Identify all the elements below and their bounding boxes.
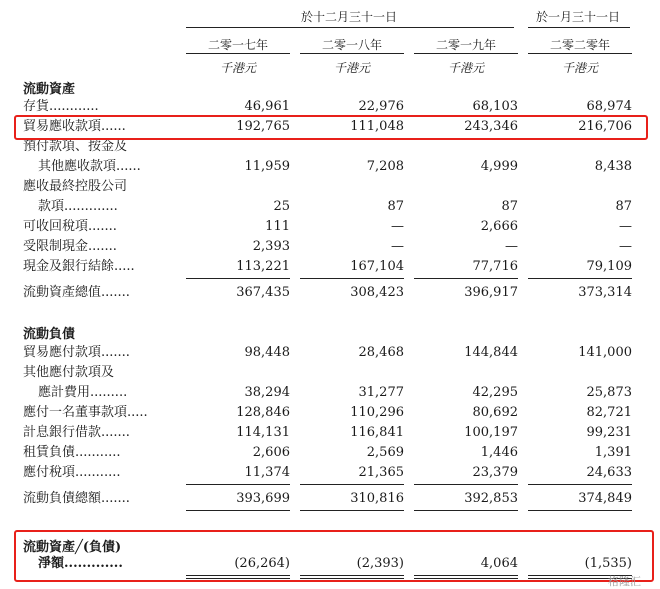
cell-value: 4,999 bbox=[480, 159, 518, 174]
leader-dots: ............. bbox=[64, 199, 118, 214]
cell-value: 24,633 bbox=[586, 465, 632, 480]
leader-dots: ...... bbox=[116, 159, 141, 174]
column-rule bbox=[300, 484, 404, 485]
leader-dots: ....... bbox=[101, 285, 130, 300]
cell-value: 28,468 bbox=[358, 345, 404, 360]
cell-value: 80,692 bbox=[472, 405, 518, 420]
row-label bbox=[38, 198, 118, 216]
table-row bbox=[0, 444, 660, 462]
table-row bbox=[0, 218, 660, 236]
cell-value: 87 bbox=[615, 199, 632, 214]
row-label-text: 存貨 bbox=[23, 99, 50, 114]
cell-value: 2,393 bbox=[252, 239, 290, 254]
row-label bbox=[23, 404, 148, 422]
cell-value: 21,365 bbox=[358, 465, 404, 480]
column-rule bbox=[414, 484, 518, 485]
row-label bbox=[23, 344, 130, 362]
table-row bbox=[0, 404, 660, 422]
table-row bbox=[0, 138, 660, 156]
highlight-trade-receivables bbox=[14, 115, 648, 140]
row-label bbox=[38, 384, 127, 402]
row-label-text: 應收最終控股公司 bbox=[23, 179, 128, 194]
header-group-label: 於十二月三十一日 bbox=[300, 10, 397, 24]
table-row bbox=[0, 424, 660, 442]
row-label bbox=[23, 138, 127, 156]
cell-value: 7,208 bbox=[366, 159, 404, 174]
cell-value: 87 bbox=[387, 199, 404, 214]
cell-value: 374,849 bbox=[578, 491, 632, 506]
highlight-net-current bbox=[14, 530, 654, 582]
leader-dots: ....... bbox=[101, 491, 130, 506]
table-row bbox=[0, 178, 660, 196]
row-label-text: 貿易應收款項 bbox=[23, 119, 102, 134]
year-rule-3 bbox=[414, 53, 518, 54]
row-label-text: 款項 bbox=[38, 199, 65, 214]
table-row bbox=[0, 198, 660, 216]
cell-value: (26,264) bbox=[234, 556, 290, 571]
cell-value: 392,853 bbox=[464, 491, 518, 506]
header-last-group-label: 於一月三十一日 bbox=[535, 10, 620, 24]
cell-value: — bbox=[505, 239, 518, 254]
cell-value: 396,917 bbox=[464, 285, 518, 300]
row-label-text: 淨額 bbox=[38, 556, 65, 571]
row-label bbox=[23, 178, 127, 196]
row-label bbox=[23, 284, 130, 302]
row-label bbox=[23, 464, 120, 482]
cell-value: — bbox=[619, 219, 632, 234]
cell-value: 310,816 bbox=[350, 491, 404, 506]
unit-2018: 千港元 bbox=[333, 61, 370, 75]
year-2019: 二零一九年 bbox=[435, 38, 496, 52]
cell-value: 68,103 bbox=[472, 99, 518, 114]
cell-value: 98,448 bbox=[244, 345, 290, 360]
table-row bbox=[0, 158, 660, 176]
cell-value: 2,569 bbox=[366, 445, 404, 460]
row-label-text: 流動資產總值 bbox=[23, 285, 102, 300]
cell-value: 11,374 bbox=[244, 465, 290, 480]
leader-dots: ......... bbox=[90, 385, 128, 400]
cell-value: 23,379 bbox=[472, 465, 518, 480]
table-row bbox=[0, 384, 660, 402]
column-rule bbox=[186, 278, 290, 279]
cell-value: 1,391 bbox=[594, 445, 632, 460]
row-label bbox=[23, 218, 117, 236]
cell-value: 308,423 bbox=[350, 285, 404, 300]
leader-dots: ....... bbox=[88, 239, 117, 254]
cell-value: 144,844 bbox=[464, 345, 518, 360]
row-label-text: 應付一名董事款項 bbox=[23, 405, 128, 420]
cell-value: — bbox=[619, 239, 632, 254]
cell-value: (2,393) bbox=[356, 556, 404, 571]
year-rule-1 bbox=[186, 53, 290, 54]
row-label bbox=[23, 364, 114, 382]
cell-value: 38,294 bbox=[244, 385, 290, 400]
cell-value: 1,446 bbox=[480, 445, 518, 460]
row-label-text: 預付款項、按金及 bbox=[23, 139, 128, 154]
table-row bbox=[0, 364, 660, 382]
leader-dots: ..... bbox=[127, 405, 148, 420]
cell-value: 111,048 bbox=[350, 119, 404, 134]
cell-value: 116,841 bbox=[350, 425, 404, 440]
year-2017: 二零一七年 bbox=[207, 38, 268, 52]
row-label-text: 計息銀行借款 bbox=[23, 425, 102, 440]
row-label-text: 貿易應付款項 bbox=[23, 345, 102, 360]
cell-value: — bbox=[391, 219, 404, 234]
leader-dots: ...... bbox=[101, 119, 126, 134]
year-rule-4 bbox=[528, 53, 632, 54]
row-label bbox=[38, 158, 141, 176]
cell-value: — bbox=[391, 239, 404, 254]
row-label-text: 現金及銀行結餘 bbox=[23, 259, 115, 274]
cell-value: 4,064 bbox=[480, 556, 518, 571]
row-label-text: 應計費用 bbox=[38, 385, 91, 400]
cell-value: 110,296 bbox=[350, 405, 404, 420]
row-label bbox=[23, 98, 99, 116]
leader-dots: ....... bbox=[101, 425, 130, 440]
leader-dots: ........... bbox=[75, 445, 121, 460]
cell-value: 25,873 bbox=[586, 385, 632, 400]
total-row-current-liabilities bbox=[0, 490, 660, 508]
cell-value: 87 bbox=[501, 199, 518, 214]
cell-value: 99,231 bbox=[586, 425, 632, 440]
cell-value: 216,706 bbox=[578, 119, 632, 134]
cell-value: 393,699 bbox=[236, 491, 290, 506]
year-rule-2 bbox=[300, 53, 404, 54]
row-label-text: 應付稅項 bbox=[23, 465, 76, 480]
leader-dots: ........... bbox=[75, 465, 121, 480]
cell-value: 113,221 bbox=[236, 259, 290, 274]
unit-2017: 千港元 bbox=[219, 61, 256, 75]
table-row bbox=[0, 98, 660, 116]
section-title-net-current: 流動資產╱(負債) bbox=[23, 540, 122, 555]
cell-value: 68,974 bbox=[586, 99, 632, 114]
unit-2020: 千港元 bbox=[561, 61, 598, 75]
column-rule bbox=[414, 278, 518, 279]
total-row-current-assets bbox=[0, 284, 660, 302]
column-rule bbox=[186, 484, 290, 485]
column-rule bbox=[300, 278, 404, 279]
leader-dots: ....... bbox=[88, 219, 117, 234]
row-label-text: 其他應付款項及 bbox=[23, 365, 115, 380]
row-label bbox=[23, 238, 117, 256]
row-label bbox=[23, 444, 120, 462]
column-rule bbox=[528, 484, 632, 485]
table-row bbox=[0, 344, 660, 362]
cell-value: 243,346 bbox=[464, 119, 518, 134]
row-label bbox=[23, 258, 135, 276]
section-title-current-assets: 流動資產 bbox=[23, 82, 76, 97]
cell-value: (1,535) bbox=[584, 556, 632, 571]
cell-value: 128,846 bbox=[236, 405, 290, 420]
cell-value: 79,109 bbox=[586, 259, 632, 274]
row-label bbox=[23, 490, 130, 508]
table-row bbox=[0, 464, 660, 482]
year-2018: 二零一八年 bbox=[321, 38, 382, 52]
cell-value: 100,197 bbox=[464, 425, 518, 440]
row-label bbox=[23, 424, 130, 442]
cell-value: 11,959 bbox=[244, 159, 290, 174]
cell-value: 82,721 bbox=[586, 405, 632, 420]
leader-dots: ............. bbox=[64, 556, 123, 571]
table-row bbox=[0, 258, 660, 276]
watermark: 格隆汇 bbox=[608, 575, 641, 588]
table-row bbox=[0, 238, 660, 256]
cell-value: 111 bbox=[265, 219, 290, 234]
year-2020: 二零二零年 bbox=[549, 38, 610, 52]
cell-value: 42,295 bbox=[472, 385, 518, 400]
row-label-text: 流動負債總額 bbox=[23, 491, 102, 506]
row-label-text: 其他應收款項 bbox=[38, 159, 117, 174]
cell-value: 8,438 bbox=[594, 159, 632, 174]
cell-value: 367,435 bbox=[236, 285, 290, 300]
section-title-current-liabilities: 流動負債 bbox=[23, 327, 76, 342]
cell-value: 141,000 bbox=[578, 345, 632, 360]
column-rule bbox=[414, 510, 518, 511]
column-rule bbox=[300, 510, 404, 511]
cell-value: 2,606 bbox=[252, 445, 290, 460]
cell-value: 46,961 bbox=[244, 99, 290, 114]
header-last-group-rule bbox=[528, 27, 630, 28]
column-rule bbox=[528, 510, 632, 511]
leader-dots: ............ bbox=[49, 99, 99, 114]
row-label-text: 可收回稅項 bbox=[23, 219, 89, 234]
cell-value: 167,104 bbox=[350, 259, 404, 274]
leader-dots: ....... bbox=[101, 345, 130, 360]
cell-value: 31,277 bbox=[358, 385, 404, 400]
column-rule bbox=[528, 278, 632, 279]
cell-value: 192,765 bbox=[236, 119, 290, 134]
cell-value: 373,314 bbox=[578, 285, 632, 300]
cell-value: 22,976 bbox=[358, 99, 404, 114]
cell-value: 114,131 bbox=[236, 425, 290, 440]
row-label-text: 租賃負債 bbox=[23, 445, 76, 460]
column-rule bbox=[186, 510, 290, 511]
cell-value: 25 bbox=[273, 199, 290, 214]
row-label-text: 受限制現金 bbox=[23, 239, 89, 254]
unit-2019: 千港元 bbox=[447, 61, 484, 75]
leader-dots: ..... bbox=[114, 259, 135, 274]
cell-value: 2,666 bbox=[480, 219, 518, 234]
header-group-rule bbox=[186, 27, 514, 28]
cell-value: 77,716 bbox=[472, 259, 518, 274]
